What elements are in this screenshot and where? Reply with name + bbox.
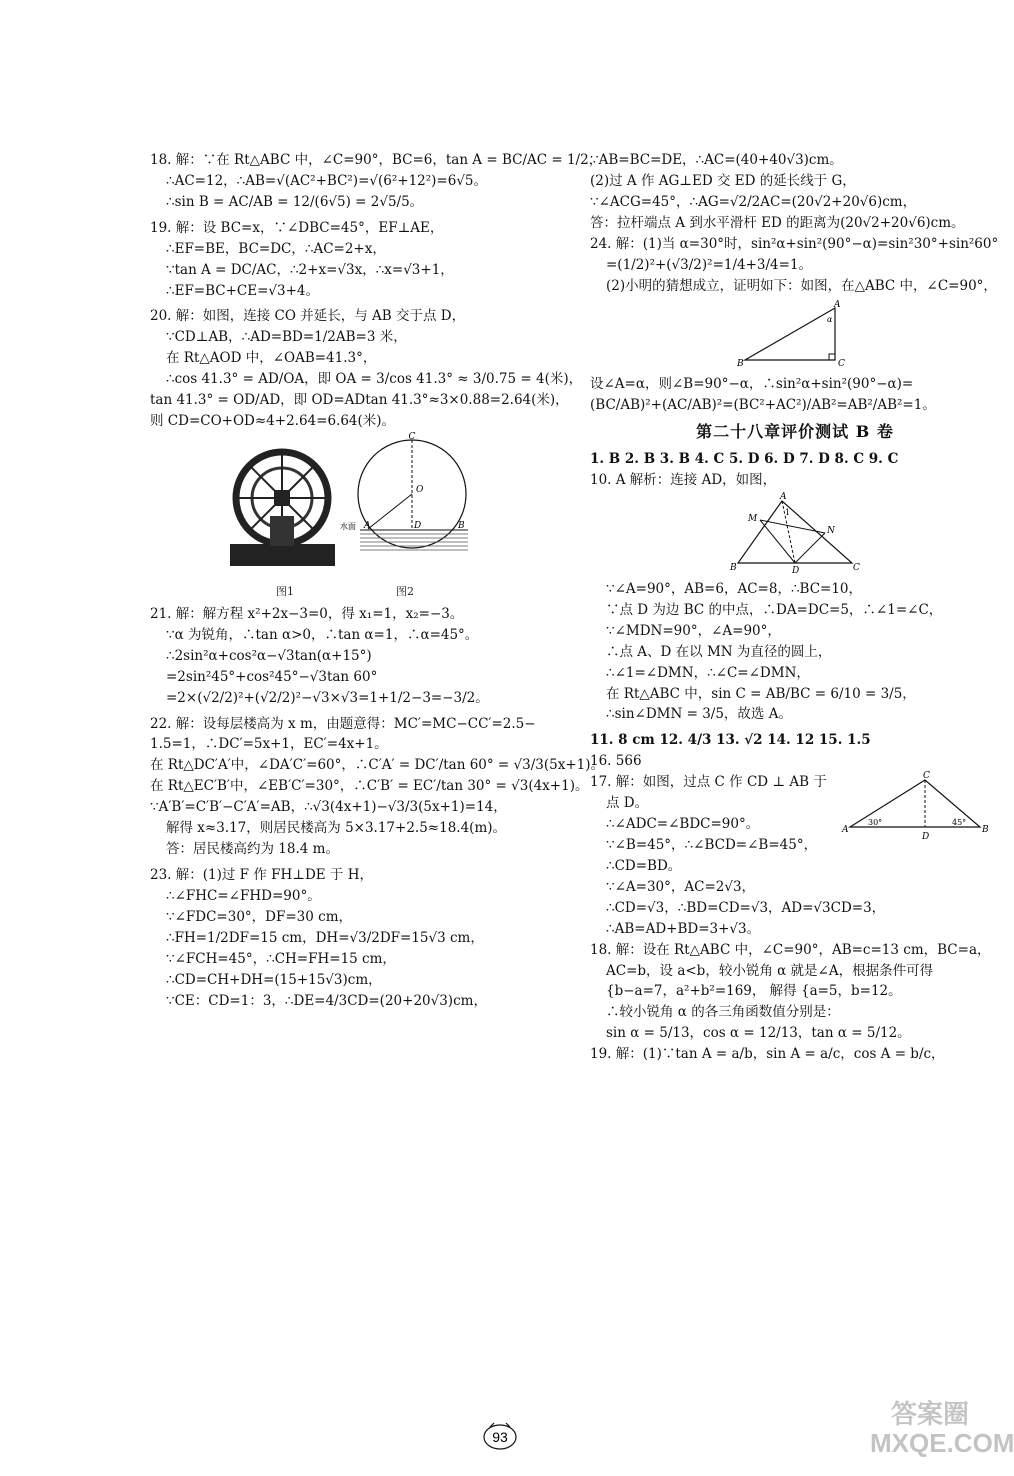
text-line: 答：居民楼高约为 18.4 m。 [166,841,339,858]
text-line: 在 Rt△EC′B′中，∠EB′C′=30°，∴C′B′ = EC′/tan 30° = √3(4x+1)。 [150,778,589,795]
svg-text:A: A [842,825,849,836]
text-line: 21. 解：解方程 x²+2x−3=0，得 x₁=1，x₂=−3。 [150,605,464,622]
text-line: ∴CD=√3，∴BD=CD=√3，AD=√3CD=3， [606,899,886,916]
svg-text:30°: 30° [868,818,883,828]
fig1-label: 图1 [276,584,294,598]
svg-text:C: C [838,359,845,370]
text-line: ∴sin∠DMN = 3/5，故选 A。 [606,706,792,723]
text-line: 22. 解：设每层楼高为 x m，由题意得：MC′=MC−CC′=2.5− [150,715,536,732]
text-line: 在 Rt△DC′A′中，∠DA′C′=60°，∴C′A′ = DC′/tan 60° = √3/3(5x+1)。 [150,757,604,774]
text-line: 答：拉杆端点 A 到水平滑杆 ED 的距离为(20√2+20√6)cm。 [590,214,965,231]
section-title: 第二十八章评价测试 B 卷 [696,422,894,442]
svg-text:93: 93 [492,1429,508,1445]
watermark-text: 答案圈 MXQE.COM [870,1399,1014,1458]
text-line: ∴∠ADC=∠BDC=90°。 [606,816,760,833]
q17-figure [840,772,990,849]
text-line: sin α = 5/13，cos α = 12/13，tan α = 5/12。 [606,1025,911,1042]
right-triangle-abc [735,300,855,370]
text-line: ∴cos 41.3° = AD/OA，即 OA = 3/cos 41.3° ≈ 3/0.75 = 4(米)， [166,371,583,388]
left-column [150,150,604,1011]
svg-text:A: A [834,300,841,311]
text-line: ∵∠FDC=30°，DF=30 cm， [166,908,352,925]
text-line: 10. A 解析：连接 AD，如图， [590,472,777,489]
circle-diagram [340,431,470,576]
text-line: tan 41.3° = OD/AD，即 OD=ADtan 41.3°≈3×0.88=2.64(米)， [150,392,569,409]
text-line: ∴FH=1/2DF=15 cm，DH=√3/2DF=15√3 cm， [166,929,484,946]
svg-text:B: B [458,520,465,531]
text-line: ∴∠FHC=∠FHD=90°。 [166,887,321,904]
text-line: 24. 解：(1)当 α=30°时，sin²α+sin²(90°−α)=sin²30°+sin²60° [590,235,999,252]
text-line: 18. 解：∵在 Rt△ABC 中，∠C=90°，BC=6，tan A = BC/AC = 1/2， [150,152,603,168]
text-line: =2×(√2/2)²+(√2/2)²−√3×√3=1+1/2−3=−3/2。 [166,689,489,706]
text-line: 18. 解：设在 Rt△ABC 中，∠C=90°，AB=c=13 cm，BC=a， [590,941,991,958]
text-line: ∵tan A = DC/AC，∴2+x=√3x，∴x=√3+1， [166,261,454,278]
text-line: ∵∠FCH=45°，∴CH=FH=15 cm， [166,950,396,967]
text-line: 20. 解：如图，连接 CO 并延长，与 AB 交于点 D， [150,308,466,325]
text-line: ∴点 A、D 在以 MN 为直径的圆上， [606,643,832,660]
text-line: ∴EF=BE，BC=DC，∴AC=2+x， [166,240,386,257]
svg-text:C: C [923,771,930,782]
text-line: ∵点 D 为边 BC 的中点，∴DA=DC=5，∴∠1=∠C， [606,601,943,618]
text-line: ∵AB=BC=DE，∴AC=(40+40√3)cm。 [590,152,843,168]
text-line: 19. 解：设 BC=x，∵∠DBC=45°，EF⊥AE， [150,219,444,236]
svg-text:B: B [737,359,744,370]
text-line: ∵α 为锐角，∴tan α>0，∴tan α=1，∴α=45°。 [166,626,479,643]
text-line: 则 CD=CO+OD≈4+2.64=6.64(米)。 [150,413,396,430]
fig1 [230,436,340,600]
svg-text:D: D [922,832,930,843]
text-line: =2sin²45°+cos²45°−√3tan 60° [166,668,378,685]
svg-text:O: O [416,484,424,495]
fig2 [340,431,470,600]
text-line: AC=b，设 a<b，较小锐角 α 就是∠A，根据条件可得 [606,962,934,979]
svg-text:M: M [748,513,758,524]
page-number [480,1420,520,1452]
triangle-30-45 [840,772,990,842]
svg-text:45°: 45° [952,818,967,828]
text-line: ∴较小锐角 α 的各三角函数值分别是： [606,1004,840,1021]
svg-text:D: D [414,520,422,531]
text-line: 23. 解：(1)过 F 作 FH⊥DE 于 H， [150,867,373,884]
text-line: ∵∠B=45°，∴∠BCD=∠B=45°， [606,837,818,853]
text-line: ∴CD=CH+DH=(15+15√3)cm， [166,971,382,988]
text-line: 解得 x≈3.17，则居民楼高为 5×3.17+2.5≈18.4(m)。 [166,820,507,837]
text-line: (BC/AB)²+(AC/AB)²=(BC²+AC²)/AB²=AB²/AB²=1。 [590,397,936,414]
text-line: 在 Rt△AOD 中，∠OAB=41.3°， [166,350,377,367]
text-line: 19. 解：(1)∵tan A = a/b，sin A = a/c，cos A = b/c， [590,1046,945,1063]
text-line: 17. 解：如图，过点 C 作 CD ⊥ AB 于 [590,774,827,791]
answers-line: 1. B 2. B 3. B 4. C 5. D 6. D 7. D 8. C 9. C [590,451,899,468]
text-line: 1.5=1，∴DC′=5x+1，EC′=4x+1。 [150,736,388,753]
ferris-wheel-figure [150,431,550,600]
text-line: ∵CD⊥AB，∴AD=BD=1/2AB=3 米， [166,329,407,346]
text-line: {b−a=7，a²+b²=169， 解得 {a=5，b=12。 [606,983,902,1000]
svg-text:B: B [730,562,737,573]
fig2-label: 图2 [396,584,414,598]
svg-text:A: A [780,491,787,502]
svg-text:1: 1 [785,507,791,517]
svg-text:D: D [792,565,800,576]
q17-block [590,772,1000,939]
svg-text:B: B [982,825,989,836]
text-line: 点 D。 [606,795,649,812]
text-line: 设∠A=α，则∠B=90°−α，∴sin²α+sin²(90°−α)= [590,376,914,393]
ferris-wheel-icon [230,436,335,576]
text-line: ∵A′B′=C′B′−C′A′=AB，∴√3(4x+1)−√3/3(5x+1)=14， [150,799,507,816]
page-number-badge-icon [480,1420,520,1452]
svg-text:水面: 水面 [340,521,356,531]
text-line: ∵∠A=30°，AC=2√3， [606,878,756,895]
text-line: 16. 566 [590,753,642,770]
text-line: ∵∠ACG=45°，∴AG=√2/2AC=(20√2+20√6)cm， [590,193,917,210]
right-triangle-figure [590,300,1000,370]
text-line: ∴2sin²α+cos²α−√3tan(α+15°) [166,647,372,664]
text-line: (2)过 A 作 AG⊥ED 交 ED 的延长线于 G， [590,172,856,189]
text-line: ∴CD=BD。 [606,857,682,874]
watermark [870,1399,1014,1470]
svg-text:A: A [364,520,371,531]
svg-text:C: C [408,431,416,442]
svg-text:N: N [827,525,835,536]
answers-line: 11. 8 cm 12. 4/3 13. √2 14. 12 15. 1.5 [590,732,871,749]
triangle-mnd-figure [590,491,1000,576]
svg-text:α: α [827,315,833,325]
text-line: 在 Rt△ABC 中，sin C = AB/BC = 6/10 = 3/5， [606,685,916,702]
right-column [590,150,1000,1065]
text-line: ∵∠A=90°，AB=6，AC=8，∴BC=10， [606,580,863,597]
text-line: =(1/2)²+(√3/2)²=1/4+3/4=1。 [606,256,813,273]
text-line: ∵CE：CD=1：3，∴DE=4/3CD=(20+20√3)cm， [166,992,487,1009]
text-line: ∴sin B = AC/AB = 12/(6√5) = 2√5/5。 [166,193,424,210]
text-line: (2)小明的猜想成立，证明如下：如图，在△ABC 中，∠C=90°， [606,277,997,294]
svg-text:C: C [853,562,860,573]
text-line: ∴AB=AD+BD=3+√3。 [606,920,761,937]
text-line: ∴EF=BC+CE=√3+4。 [166,282,320,299]
text-line: ∴∠1=∠DMN，∴∠C=∠DMN， [606,664,810,681]
text-line: ∴AC=12，∴AB=√(AC²+BC²)=√(6²+12²)=6√5。 [166,172,488,189]
triangle-abc-mn [730,491,860,576]
text-line: ∵∠MDN=90°，∠A=90°， [606,622,781,639]
